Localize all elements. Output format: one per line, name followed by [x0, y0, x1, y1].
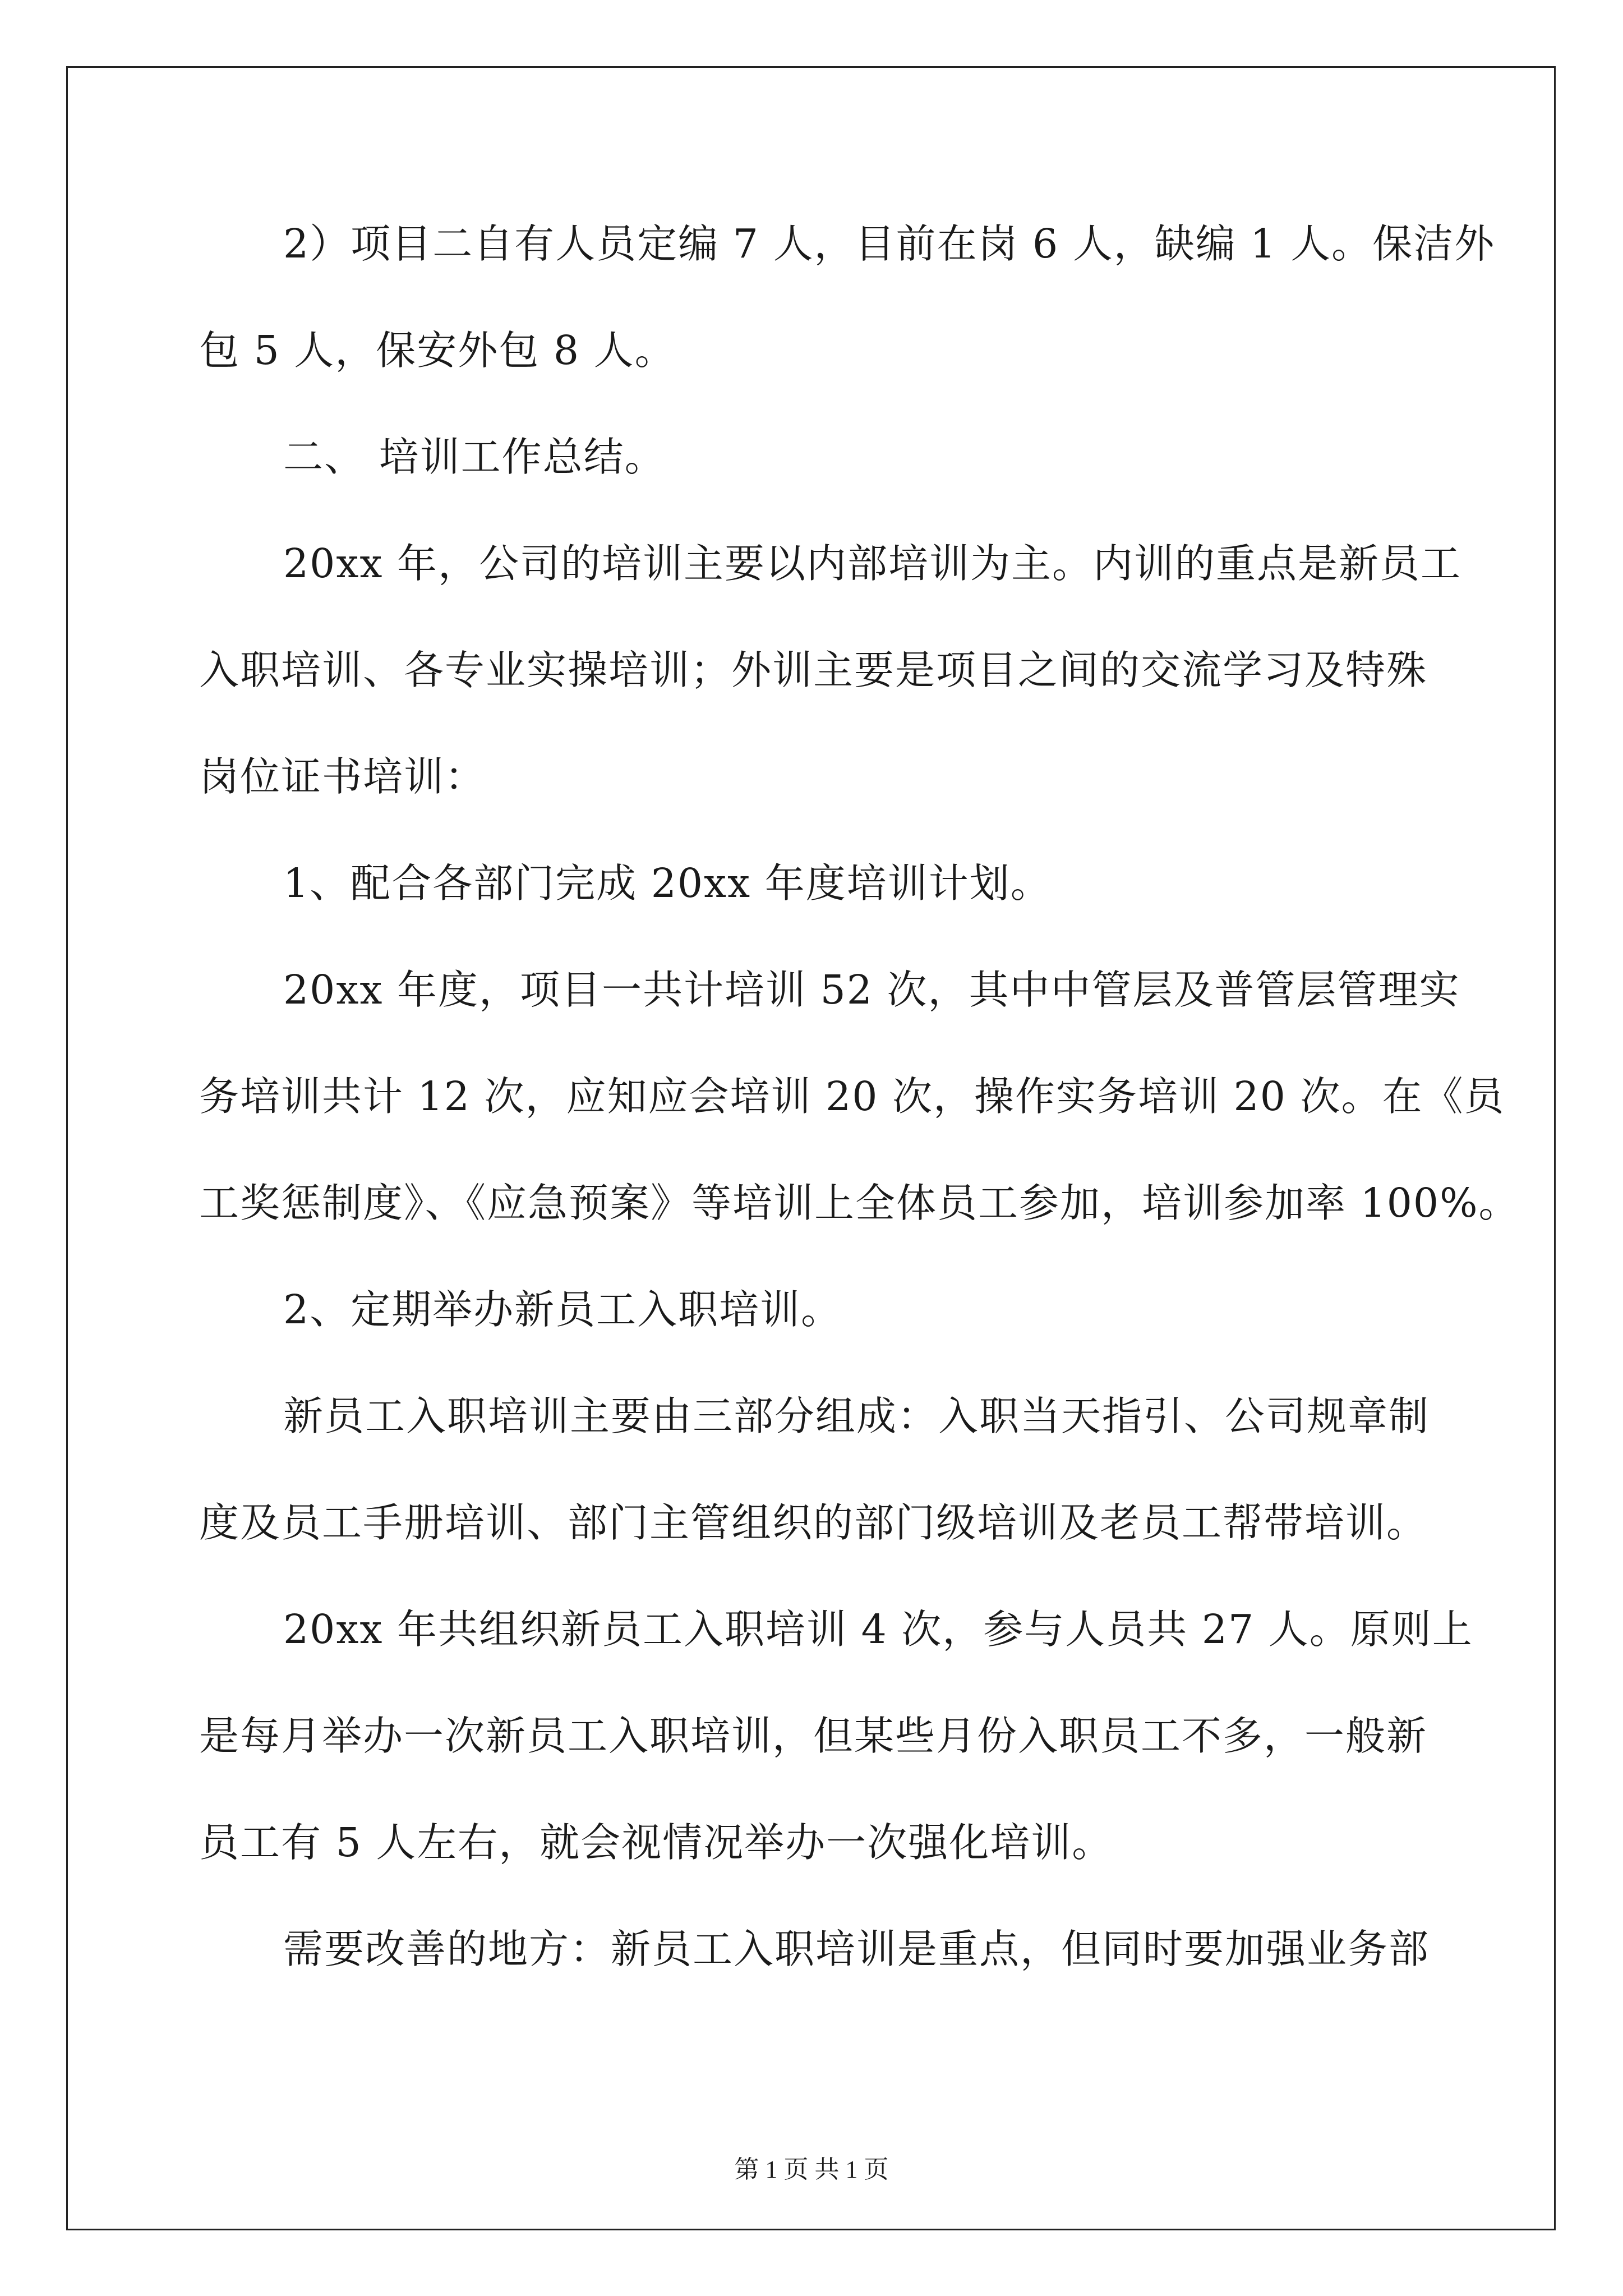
- subheading: 2、定期举办新员工入职培训。: [283, 1286, 842, 1333]
- subheading: 1、配合各部门完成 20xx 年度培训计划。: [283, 860, 1052, 907]
- text-line: 务培训共计 12 次，应知应会培训 20 次，操作实务培训 20 次。在《员: [199, 1073, 1505, 1120]
- section-heading: 二、 培训工作总结。: [283, 434, 666, 480]
- text-line: 岗位证书培训：: [199, 753, 486, 800]
- text-line: 20xx 年共组织新员工入职培训 4 次，参与人员共 27 人。原则上: [283, 1606, 1473, 1653]
- page-footer: 第 1 页 共 1 页: [734, 2156, 889, 2183]
- text-line: 20xx 年，公司的培训主要以内部培训为主。内训的重点是新员工: [283, 540, 1461, 587]
- text-line: 度及员工手册培训、部门主管组织的部门级培训及老员工帮带培训。: [199, 1499, 1428, 1546]
- page-border: [66, 66, 1556, 2230]
- text-line: 包 5 人，保安外包 8 人。: [199, 327, 676, 374]
- text-line: 2）项目二自有人员定编 7 人，目前在岗 6 人，缺编 1 人。保洁外: [283, 220, 1496, 267]
- text-line: 新员工入职培训主要由三部分组成：入职当天指引、公司规章制: [283, 1393, 1430, 1439]
- text-line: 入职培训、各专业实操培训；外训主要是项目之间的交流学习及特殊: [199, 647, 1428, 693]
- text-line: 工奖惩制度》、《应急预案》等培训上全体员工参加，培训参加率 100%。: [199, 1180, 1520, 1226]
- text-line: 员工有 5 人左右，就会视情况举办一次强化培训。: [199, 1819, 1113, 1866]
- text-line: 需要改善的地方：新员工入职培训是重点，但同时要加强业务部: [283, 1926, 1430, 1972]
- text-line: 20xx 年度，项目一共计培训 52 次，其中中管层及普管层管理实: [283, 967, 1460, 1013]
- text-line: 是每月举办一次新员工入职培训，但某些月份入职员工不多，一般新: [199, 1713, 1428, 1759]
